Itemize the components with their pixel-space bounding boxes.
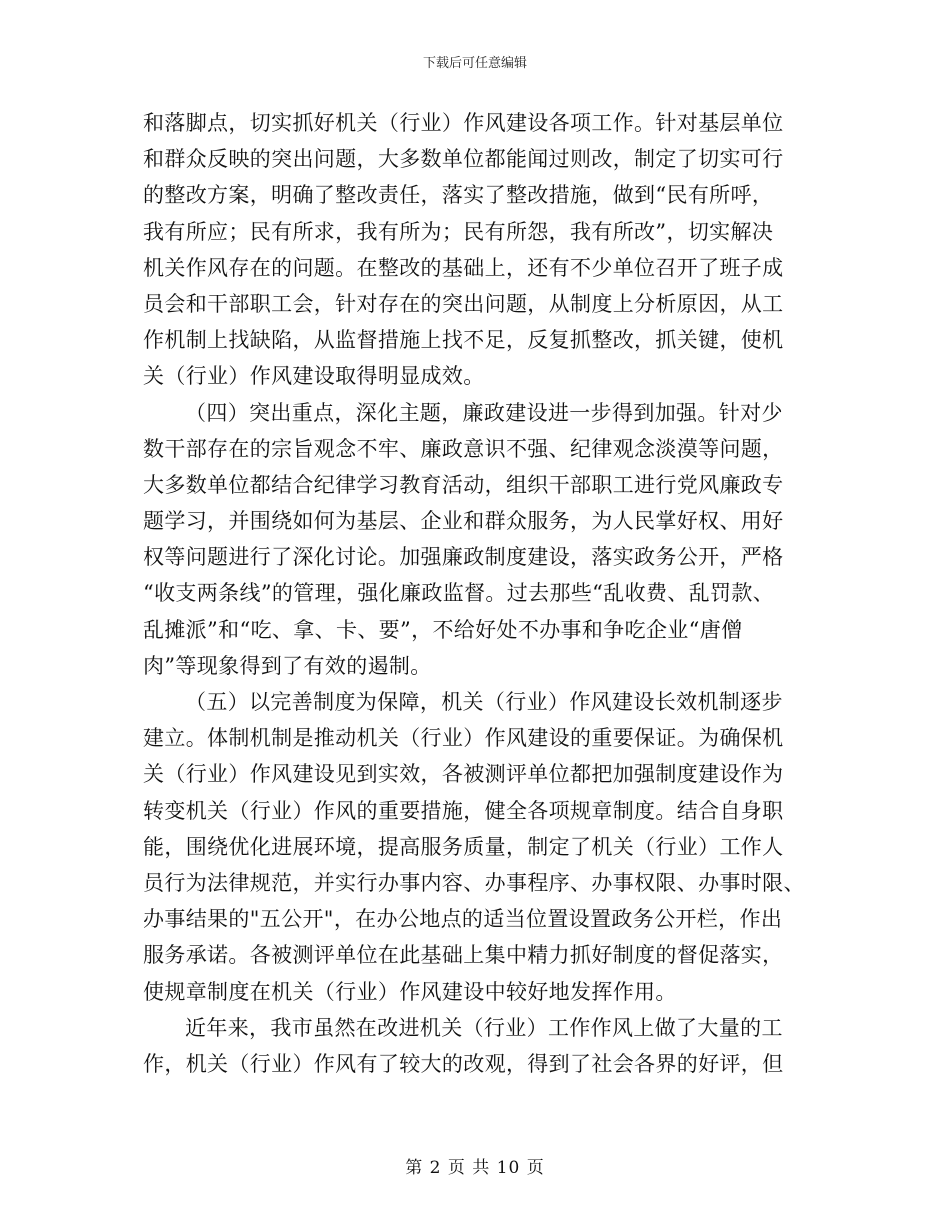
text-line: 关（行业）作风建设见到实效，各被测评单位都把加强制度建设作为 [143, 762, 784, 787]
paragraph-start-line: （四）突出重点，深化主题，廉政建设进一步得到加强。针对少 [185, 400, 783, 425]
paragraph-start-line: 近年来，我市虽然在改进机关（行业）工作作风上做了大量的工 [185, 1015, 783, 1040]
text-line: 我有所应；民有所求，我有所为；民有所怨，我有所改”，切实解决 [143, 219, 774, 244]
text-line: 办事结果的"五公开"，在办公地点的适当位置设置政务公开栏，作出 [143, 907, 783, 932]
text-line: 作，机关（行业）作风有了较大的改观，得到了社会各界的好评，但 [143, 1051, 784, 1076]
page-number-footer: 第 2 页 共 10 页 [405, 1158, 545, 1178]
text-line: 和落脚点，切实抓好机关（行业）作风建设各项工作。针对基层单位 [143, 111, 784, 135]
text-line: 服务承诺。各被测评单位在此基础上集中精力抓好制度的督促落实， [143, 943, 784, 968]
text-line: 作机制上找缺陷，从监督措施上找不足，反复抓整改，抓关键，使机 [143, 328, 784, 353]
text-line: “收支两条线”的管理，强化廉政监督。过去那些“乱收费、乱罚款、 [143, 581, 775, 606]
page-header: 下载后可任意编辑 [422, 56, 527, 71]
text-line: 和群众反映的突出问题，大多数单位都能闻过则改，制定了切实可行 [143, 147, 784, 172]
text-line: 题学习，并围绕如何为基层、企业和群众服务，为人民掌好权、用好 [143, 509, 784, 534]
text-line: 能，围绕优化进展环境，提高服务质量，制定了机关（行业）工作人 [143, 834, 784, 859]
text-line: 机关作风存在的问题。在整改的基础上，还有不少单位召开了班子成 [143, 255, 784, 280]
text-line: 乱摊派”和“吃、拿、卡、要”，不给好处不办事和争吃企业“唐僧 [143, 617, 743, 642]
text-line: 使规章制度在机关（行业）作风建设中较好地发挥作用。 [143, 979, 677, 1004]
text-line: 大多数单位都结合纪律学习教育活动，组织干部职工进行党风廉政专 [143, 472, 784, 497]
paragraph-start-line: （五）以完善制度为保障，机关（行业）作风建设长效机制逐步 [185, 690, 783, 714]
text-line: 转变机关（行业）作风的重要措施，健全各项规章制度。结合自身职 [143, 798, 784, 823]
text-line: 员行为法律规范，并实行办事内容、办事程序、办事权限、办事时限、 [143, 870, 805, 895]
text-line: 肉”等现象得到了有效的遏制。 [143, 653, 432, 678]
text-line: 员会和干部职工会，针对存在的突出问题，从制度上分析原因，从工 [143, 291, 784, 316]
text-line: 关（行业）作风建设取得明显成效。 [143, 364, 485, 389]
text-line: 数干部存在的宗旨观念不牢、廉政意识不强、纪律观念淡漠等问题， [143, 436, 784, 461]
text-line: 权等问题进行了深化讨论。加强廉政制度建设，落实政务公开，严格 [143, 545, 784, 570]
text-line: 的整改方案，明确了整改责任，落实了整改措施，做到“民有所呼， [143, 183, 774, 208]
text-line: 建立。体制机制是推动机关（行业）作风建设的重要保证。为确保机 [143, 726, 784, 751]
body-text [143, 105, 811, 1082]
